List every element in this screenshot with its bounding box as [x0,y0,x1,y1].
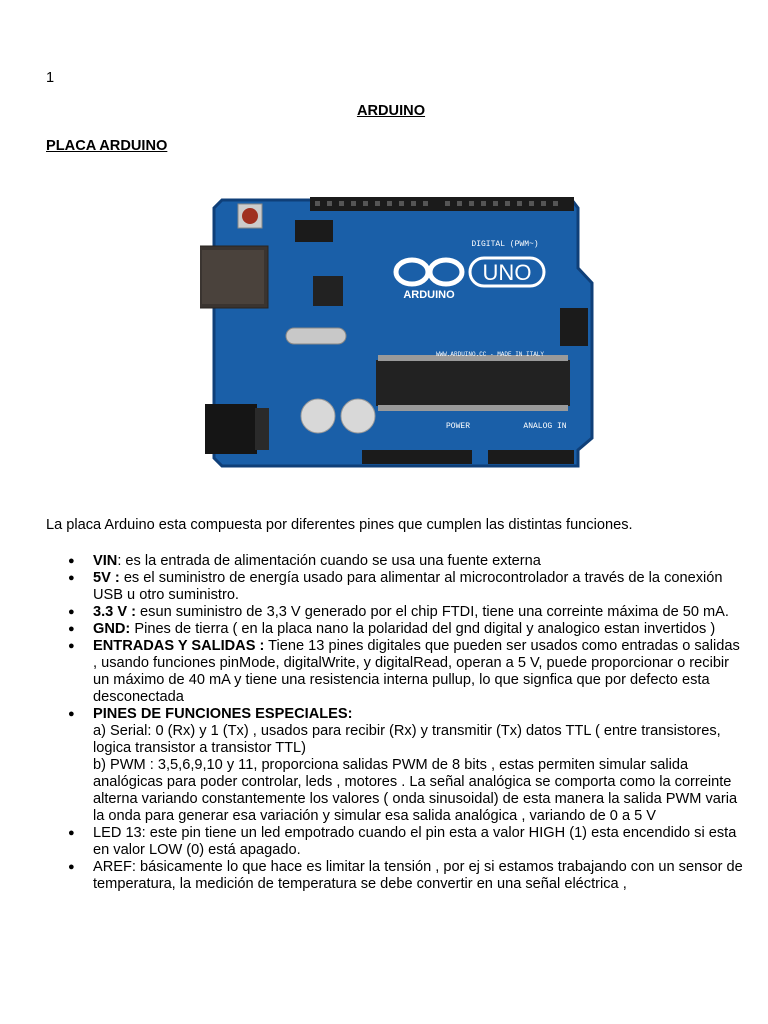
arduino-board-image [200,188,600,473]
icsp-header-top [295,220,333,242]
item-text: es el suministro de energía usado para alimentar al microcontrolador a través de la conexión USB u otro suministro. [93,570,723,603]
list-item [46,570,746,604]
reset-button-cap [242,208,258,224]
usb-chip [313,276,343,306]
item-text: esun suministro de 3,3 V generado por el chip FTDI, tiene una correinte máxima de 50 mA. [136,604,729,620]
atmega-chip [376,360,570,406]
list-item [46,621,746,638]
uno-logo-text: UNO [482,260,532,285]
item-label: ENTRADAS Y SALIDAS : [93,638,265,654]
item-label: VIN [93,553,118,569]
pin-function-list [46,553,746,893]
url-label: WWW.ARDUINO.CC - MADE IN ITALY [435,351,545,358]
item-label: 5V : [93,570,120,586]
page-number: 1 [46,70,55,86]
icsp-header-right [560,308,588,346]
brand-text: ARDUINO [403,289,455,301]
item-text: LED 13: este pin tiene un led empotrado cuando el pin esta a valor HIGH (1) esta encendido si esta en valor LOW (0) está apagado. [93,825,737,858]
intro-paragraph: La placa Arduino esta compuesta por diferentes pines que cumplen las distintas funciones. [46,517,633,533]
list-item [46,859,746,893]
analog-label: ANALOG IN [523,422,567,431]
digital-label: DIGITAL (PWM~) [471,240,539,249]
digital-header [310,197,574,211]
power-label: POWER [445,422,471,431]
pwm-subitem: b) PWM : 3,5,6,9,10 y 11, proporciona salidas PWM de 8 bits , estas permiten simular salida analógicas para poder controlar, leds , motores . La señal analógica se comporta como la correinte alterna variando constantemente los valores ( onda sinusoidal) de esta manera la salida PWM varia la onda para generar esa variación y simular esa salida analógica , variando de 0 a 5 V [93,757,738,824]
item-text: : es la entrada de alimentación cuando se usa una fuente externa [117,553,541,569]
list-item [46,638,746,706]
item-label: GND: [93,621,131,637]
item-label: 3.3 V : [93,604,136,620]
analog-header [488,450,574,464]
crystal [286,328,346,344]
list-item [46,553,746,570]
list-item [46,604,746,621]
capacitor-1 [301,399,335,433]
item-text: Pines de tierra ( en la placa nano la polaridad del gnd digital y analogico estan invertidos ) [130,621,716,637]
list-item [46,706,746,825]
section-heading: PLACA ARDUINO [46,138,168,154]
item-text: AREF: básicamente lo que hace es limitar la tensión , por ej si estamos trabajando con un sensor de temperatura, la medición de temperatura se debe convertir en una señal eléctrica , [93,859,743,892]
capacitor-2 [341,399,375,433]
doc-title: ARDUINO [356,103,426,119]
power-jack [205,404,257,454]
item-label: PINES DE FUNCIONES ESPECIALES: [93,706,353,722]
serial-subitem: a) Serial: 0 (Rx) y 1 (Tx) , usados para recibir (Rx) y transmitir (Tx) datos TTL ( entre transistores, logica transistor a transistor TTL) [93,723,721,756]
power-header [362,450,472,464]
item-text: Tiene 13 pines digitales que pueden ser usados como entradas o salidas , usando funciones pinMode, digitalWrite, y digitalRead, operan a 5 V, puede proporcionar o recibir un máximo de 40 mA y tiene una resistencia interna pullup, lo que signfica que por defecto esta desconectada [93,638,740,705]
list-item [46,825,746,859]
